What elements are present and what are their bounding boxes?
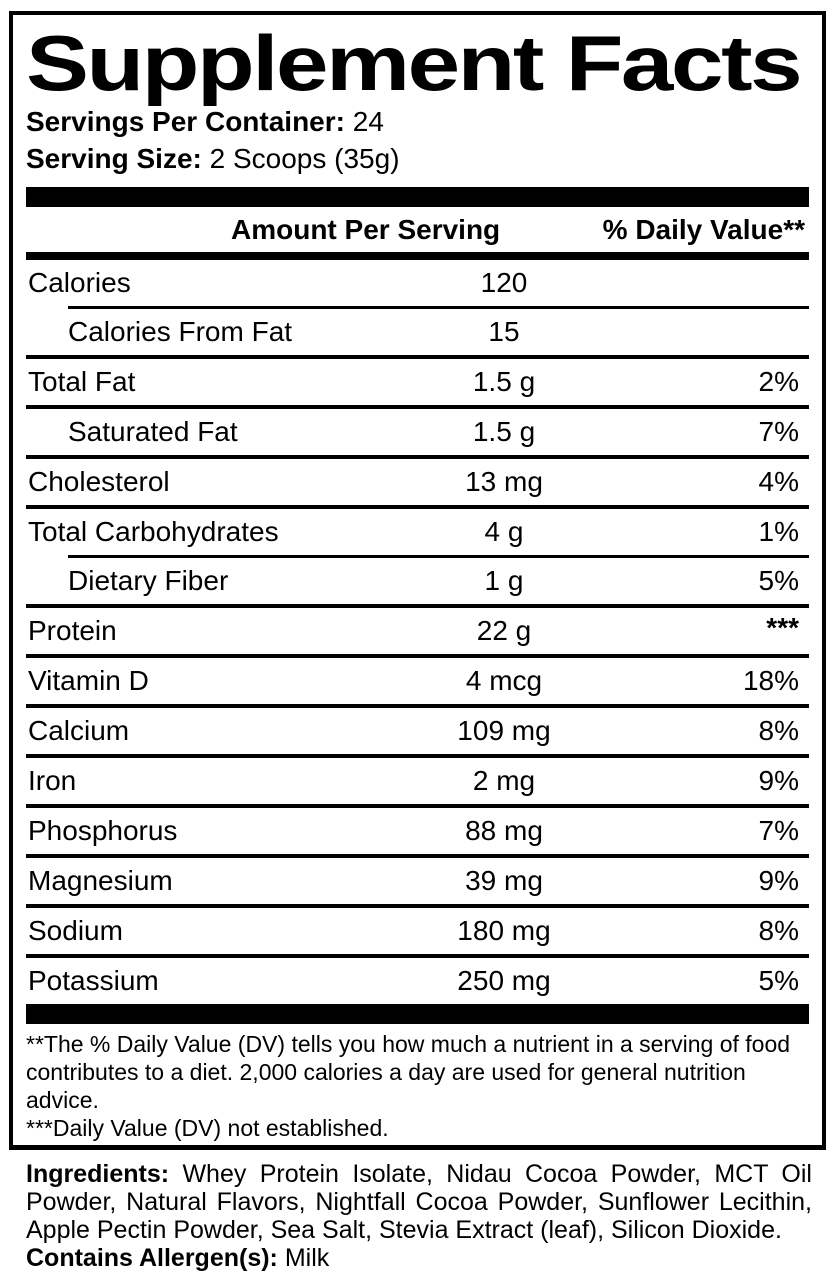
- nutrient-daily-value: 2%: [758, 366, 799, 397]
- table-row: [26, 608, 809, 654]
- nutrient-label: Protein: [28, 615, 117, 646]
- nutrient-daily-value: 1%: [758, 516, 799, 547]
- nutrient-daily-value: 4%: [758, 466, 799, 497]
- servings-per-container-label: Servings Per Container:: [26, 106, 345, 137]
- nutrient-daily-value: 7%: [758, 815, 799, 846]
- nutrient-amount: 109 mg: [457, 715, 551, 746]
- ingredients-paragraph: [26, 1160, 812, 1244]
- table-row: [26, 658, 809, 704]
- nutrient-amount: 250 mg: [457, 965, 551, 996]
- allergen-value: Milk: [277, 1244, 330, 1272]
- nutrient-label: Sodium: [28, 915, 123, 946]
- nutrient-amount: 1.5 g: [472, 366, 536, 397]
- nutrient-amount: 39 mg: [465, 865, 543, 896]
- table-row: [26, 958, 809, 1004]
- allergen-label: Contains Allergen(s):: [26, 1244, 278, 1272]
- supplement-facts-title: Supplement Facts: [26, 19, 801, 107]
- allergen-line: [26, 1244, 812, 1272]
- nutrient-daily-value: 5%: [758, 965, 799, 996]
- table-header-row: [26, 207, 809, 252]
- table-row: [26, 260, 809, 306]
- supplement-facts-panel: [9, 11, 826, 1150]
- nutrient-amount: 88 mg: [465, 815, 543, 846]
- nutrient-daily-value: ***: [766, 612, 799, 643]
- amount-per-serving-header: Amount Per Serving: [231, 213, 501, 245]
- table-row: [26, 409, 809, 455]
- nutrient-label: Iron: [28, 765, 77, 796]
- nutrient-daily-value: 18%: [742, 665, 799, 696]
- nutrient-daily-value: 9%: [758, 865, 799, 896]
- serving-size-value: 2 Scoops (35g): [209, 143, 400, 174]
- nutrient-label: Dietary Fiber: [68, 565, 229, 596]
- nutrient-amount: 1 g: [484, 565, 524, 596]
- table-row: [26, 758, 809, 804]
- serving-size-line: [26, 140, 809, 177]
- nutrient-label: Calcium: [28, 715, 130, 746]
- nutrient-label: Total Carbohydrates: [28, 516, 279, 547]
- table-row: [26, 509, 809, 555]
- nutrient-label: Saturated Fat: [68, 416, 238, 447]
- footnotes: [26, 1024, 809, 1142]
- table-row: [26, 858, 809, 904]
- nutrient-amount: 2 mg: [472, 765, 536, 796]
- nutrient-daily-value: 5%: [758, 565, 799, 596]
- ingredients-section: [26, 1160, 812, 1272]
- table-row: [26, 708, 809, 754]
- nutrient-label: Magnesium: [28, 865, 173, 896]
- ingredients-value: Whey Protein Isolate, Nidau Cocoa Powder, MCT Oil Powder, Natural Flavors, Nightfall Cocoa Powder, Sunflower Lecithin, Apple Pectin Powder, Sea Salt, Stevia Extract (leaf), Silicon Dioxide.: [26, 1160, 812, 1244]
- nutrient-amount: 1.5 g: [472, 416, 536, 447]
- nutrient-amount: 4 mcg: [465, 665, 543, 696]
- table-row: [26, 459, 809, 505]
- nutrient-amount: 15: [488, 316, 520, 347]
- nutrient-daily-value: 9%: [758, 765, 799, 796]
- servings-per-container-value: 24: [352, 106, 384, 137]
- table-header-rule: [26, 252, 809, 260]
- bottom-separator-bar: [26, 1004, 809, 1024]
- daily-value-footnote: **The % Daily Value (DV) tells you how much a nutrient in a serving of food contributes to a diet. 2,000 calories a day are used for general nutrition advice.: [26, 1031, 791, 1113]
- serving-size-label: Serving Size:: [26, 143, 202, 174]
- nutrient-label: Phosphorus: [28, 815, 178, 846]
- daily-value-header: % Daily Value**: [602, 213, 805, 245]
- not-established-footnote: ***Daily Value (DV) not established.: [26, 1115, 389, 1141]
- table-row: [26, 359, 809, 405]
- nutrition-rows: [26, 260, 809, 1004]
- ingredients-label: Ingredients:: [26, 1160, 170, 1188]
- nutrient-label: Calories From Fat: [68, 316, 293, 347]
- table-row: [26, 908, 809, 954]
- nutrient-amount: 4 g: [484, 516, 524, 547]
- top-separator-bar: [26, 187, 809, 207]
- nutrient-label: Vitamin D: [28, 665, 149, 696]
- nutrient-label: Calories: [28, 267, 131, 298]
- nutrient-amount: 120: [480, 267, 528, 298]
- nutrient-daily-value: 8%: [758, 715, 799, 746]
- servings-per-container-line: [26, 103, 809, 140]
- table-row: [26, 808, 809, 854]
- nutrient-label: Total Fat: [28, 366, 136, 397]
- table-row: [26, 309, 809, 355]
- nutrient-amount: 13 mg: [465, 466, 543, 497]
- nutrient-amount: 22 g: [476, 615, 532, 646]
- nutrient-daily-value: 7%: [758, 416, 799, 447]
- nutrient-label: Cholesterol: [28, 466, 170, 497]
- nutrient-daily-value: 8%: [758, 915, 799, 946]
- table-row: [26, 558, 809, 604]
- nutrient-label: Potassium: [28, 965, 159, 996]
- nutrient-amount: 180 mg: [457, 915, 551, 946]
